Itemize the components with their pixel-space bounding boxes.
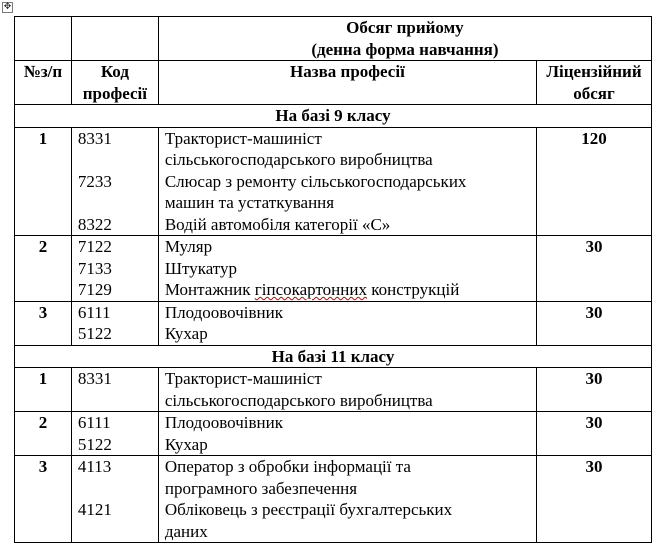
profession-name: Кухар (164, 434, 208, 454)
profession-name-part: Монтажник (164, 280, 255, 299)
profession-name-part: конструкцій (366, 280, 460, 299)
profession-name: Штукатур (164, 258, 238, 278)
table-row (15, 301, 652, 345)
profession-code: 5122 (77, 434, 112, 454)
profession-codes (71, 412, 158, 456)
license-volume: 30 (537, 236, 652, 302)
table-body (15, 105, 652, 543)
profession-name: Оператор з обробки інформації та (164, 457, 411, 476)
profession-name: сільськогосподарського виробництва (164, 390, 433, 410)
profession-code: 8331 (77, 128, 112, 148)
profession-name: Муляр (164, 237, 213, 256)
table-row (15, 127, 652, 236)
profession-name: машин та устаткування (164, 193, 335, 212)
profession-code: 5122 (77, 324, 112, 343)
row-number: 3 (15, 301, 72, 345)
profession-code: 6111 (77, 302, 111, 322)
title-row (15, 17, 652, 61)
license-volume: 120 (537, 127, 652, 236)
header-blank-left (15, 17, 72, 61)
row-number: 2 (15, 412, 72, 456)
profession-code (78, 149, 152, 171)
profession-name: Плодоовочівник (164, 302, 283, 322)
section-title: На базі 11 класу (15, 345, 652, 368)
col-header-volume: Ліцензійний обсяг (537, 61, 652, 105)
profession-names (158, 301, 536, 345)
profession-codes (71, 368, 158, 412)
license-volume: 30 (537, 368, 652, 412)
col-header-name: Назва професії (158, 61, 536, 105)
col-header-code: Код професії (71, 61, 158, 105)
title-line-1: Обсяг прийому (346, 18, 464, 37)
profession-codes (71, 127, 158, 236)
profession-codes (71, 301, 158, 345)
profession-name: Водій автомобіля категорії «С» (164, 214, 391, 234)
table-move-handle-icon[interactable]: ✥ (3, 2, 12, 12)
admission-table (14, 16, 652, 543)
profession-names (158, 236, 536, 302)
profession-name: Обліковець з реєстрації бухгалтерських (164, 500, 453, 519)
profession-name: Плодоовочівник (164, 413, 283, 432)
profession-code (78, 390, 152, 412)
profession-code: 7129 (77, 280, 112, 299)
profession-code: 7133 (77, 258, 112, 278)
table-row (15, 412, 652, 456)
profession-name: Кухар (164, 324, 208, 343)
license-volume: 30 (537, 456, 652, 543)
profession-code (78, 478, 152, 500)
column-header-row (15, 61, 652, 105)
license-volume: 30 (537, 412, 652, 456)
row-number: 2 (15, 236, 72, 302)
profession-code (78, 192, 152, 214)
profession-code (78, 521, 152, 543)
profession-names (158, 368, 536, 412)
title-line-2: (денна форма навчання) (311, 39, 499, 59)
profession-name: Тракторист-машиніст (164, 369, 322, 388)
table-title (158, 17, 651, 61)
profession-code: 8322 (77, 214, 112, 234)
row-number: 3 (15, 456, 72, 543)
profession-name: сільськогосподарського виробництва (164, 150, 433, 169)
profession-code: 4113 (77, 457, 112, 476)
col-header-num: №з/п (15, 61, 72, 105)
profession-code: 4121 (77, 500, 112, 519)
profession-name: Слюсар з ремонту сільськогосподарських (164, 171, 467, 191)
profession-names (158, 456, 536, 543)
table-row (15, 236, 652, 302)
profession-code: 6111 (77, 413, 111, 432)
profession-codes (71, 236, 158, 302)
spellcheck-flagged-word[interactable]: гіпсокартонних (254, 280, 367, 299)
row-number: 1 (15, 368, 72, 412)
table-row (15, 368, 652, 412)
row-number: 1 (15, 127, 72, 236)
profession-name (165, 279, 530, 301)
section-title: На базі 9 класу (15, 105, 652, 128)
profession-name: програмного забезпечення (164, 478, 358, 498)
profession-names (158, 127, 536, 236)
profession-codes (71, 456, 158, 543)
license-volume: 30 (537, 301, 652, 345)
profession-code: 7122 (77, 237, 112, 256)
profession-names (158, 412, 536, 456)
profession-name: Тракторист-машиніст (164, 128, 322, 148)
profession-name: даних (164, 521, 208, 541)
section-row (15, 105, 652, 128)
table-row (15, 456, 652, 543)
profession-code: 8331 (77, 369, 112, 388)
profession-code: 7233 (77, 171, 112, 191)
section-row (15, 345, 652, 368)
header-blank-code (71, 17, 158, 61)
